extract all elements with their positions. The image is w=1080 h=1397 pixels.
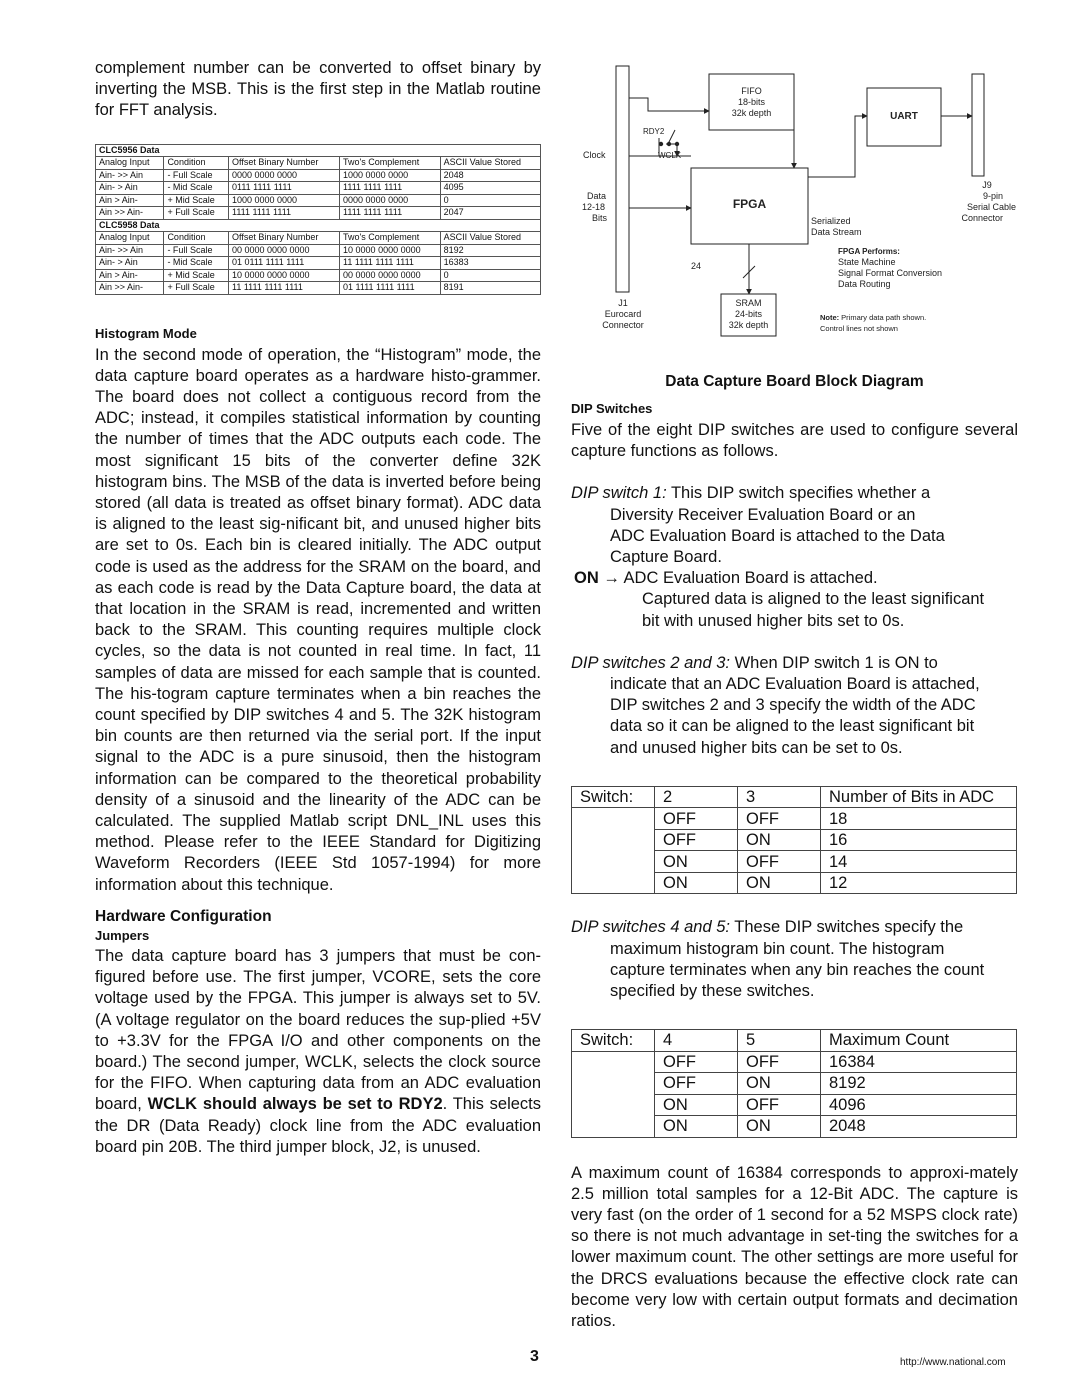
switch-table-cell [572,808,655,830]
table-cell: 11 1111 1111 1111 [340,257,441,270]
table-cell: - Full Scale [164,244,229,257]
switch-table-row [572,1073,1017,1095]
switch-table-cell: 12 [821,872,1017,894]
table-cell: 01 1111 1111 1111 [340,282,441,295]
switch-table-row [572,1116,1017,1138]
table-header-cell: Condition [164,157,229,170]
table-header-cell: ASCII Value Stored [440,157,540,170]
table-cell: 1000 0000 0000 [228,194,339,207]
switch-table-cell: 18 [821,808,1017,830]
adc-data-table [95,144,541,295]
switch-table-cell: ON [738,1116,821,1138]
dip23-label: DIP switches 2 and 3: [571,653,730,672]
table-cell: - Mid Scale [164,182,229,195]
table-cell: - Mid Scale [164,257,229,270]
table-cell: 2047 [440,207,540,220]
table-header-cell: ASCII Value Stored [440,232,540,245]
switch-table-header-cell: 4 [655,1030,738,1052]
fifo-label: FIFO [741,86,762,96]
data-bits-label: Bits [592,213,608,223]
switch-table-cell: 16 [821,829,1017,851]
note-text: Primary data path shown. [841,313,927,322]
table-cell: Ain >> Ain- [96,282,164,295]
dip1-label: DIP switch 1: [571,484,667,503]
dip23-line: indicate that an ADC Evaluation Board is attached, [610,675,980,694]
switch-table-header-cell: 3 [738,786,821,808]
bus-width-label: 24 [691,261,702,271]
switch-table-row [572,1094,1017,1116]
dip1-on-label: ON [574,569,599,588]
dip1-line: This DIP switch specifies whether a [670,484,931,503]
left-column [95,58,541,1158]
switch-table-cell: ON [655,1116,738,1138]
table-cell: Ain >> Ain- [96,207,164,220]
table-cell: 0000 0000 0000 [340,194,441,207]
data-label: Data [587,191,607,201]
intro-paragraph: complement number can be converted to offset binary by inverting the MSB. This is the first step in the Matlab routine for FFT analysis. [95,59,541,120]
switch-table-cell [572,1094,655,1116]
table-cell: + Full Scale [164,207,229,220]
dip1-line: Diversity Receiver Evaluation Board or an [610,505,916,524]
table-header-cell: Analog Input [96,232,164,245]
switch-table-cell: ON [738,1073,821,1095]
page-number: 3 [530,1348,539,1365]
dip1-line: ADC Evaluation Board is attached to the Data [610,526,945,545]
switch-table-row [572,851,1017,873]
switch-table-cell [572,829,655,851]
switch-table-header-cell: 2 [655,786,738,808]
table-header-cell: Two's Complement [340,157,441,170]
clock-label: Clock [583,150,606,160]
switch-table-cell: OFF [655,829,738,851]
dip1-on-line: bit with unused higher bits set to 0s. [642,611,905,630]
switch-table-cell: 14 [821,851,1017,873]
data-bits-range: 12-18 [582,202,606,212]
fpga-label: FPGA [732,197,767,211]
switch-table-cell [572,1051,655,1073]
switch-table-cell [572,872,655,894]
table-row [96,257,541,270]
switch-table-cell: 8192 [821,1073,1017,1095]
table-cell: Ain- >> Ain [96,169,164,182]
footer-url: http://www.national.com [900,1357,1006,1368]
rdy2-label: RDY2 [643,127,665,136]
dip45-line: These DIP switches specify the [734,918,964,937]
dip23-description [571,653,1018,759]
uart-label: UART [890,111,918,122]
jumpers-paragraph [95,946,541,1158]
table-row [96,244,541,257]
j1-connector: Connector [602,320,644,330]
table-caption: CLC5958 Data [96,219,541,232]
switch-table-row [572,1051,1017,1073]
jumpers-text-1: The data capture board has 3 jumpers that must be con-figured before use. The first jumper, VCORE, sets the core voltage used by the FPGA. This jumper is always set to 5V. (A voltage regulator on the board reduces the sup-plied +5V to +3.3V for the FPGA I/O and other components on the board.) The second jumper, WCLK, selects the clock source for the FIFO. When capturing data from an ADC evaluation board, [95,946,541,1114]
switch-table-cell [572,851,655,873]
switch-table-cell: ON [738,872,821,894]
closing-paragraph: A maximum count of 16384 corresponds to approxi-mately 2.5 million total samples for a 12-Bit ADC. The capture is very fast (on the order of 1 second for a 52 MSPS clock rate) so there is not much advantage in set-ting the switches for a lower maximum count. The other settings are more useful for the DRCS evaluations because the effective clock rate can become very low with certain output formats and decimation ratios. [571,1163,1018,1331]
sram-depth: 32k depth [728,320,769,330]
switch-table-cell [572,1073,655,1095]
dip23-line: When DIP switch 1 is ON to [734,653,938,672]
wclk-label: WCLK [658,151,682,160]
table-cell: 0 [440,194,540,207]
fpga-performs-title: FPGA Performs: [838,247,900,256]
serialized-label: Serialized [811,216,851,226]
dip1-on-line: Captured data is aligned to the least significant [642,590,985,609]
dip45-description [571,917,1018,1002]
dip45-label: DIP switches 4 and 5: [571,918,730,937]
switch-table-cell: 2048 [821,1116,1017,1138]
table-row [96,169,541,182]
table-cell: 2048 [440,169,540,182]
table-cell: 1111 1111 1111 [340,207,441,220]
diagram-note [820,313,926,322]
switch-table-cell: OFF [738,1094,821,1116]
table-header-cell: Offset Binary Number [228,157,339,170]
table-row [96,207,541,220]
jumpers-bold-text: WCLK should always be set to RDY2 [147,1095,443,1114]
block-diagram [571,58,1018,343]
table-cell: 0 [440,269,540,282]
table-header-cell: Condition [164,232,229,245]
dip-intro-paragraph: Five of the eight DIP switches are used to configure several capture functions as follows. [571,421,1018,461]
table-row [96,194,541,207]
table-cell: 1111 1111 1111 [228,207,339,220]
table-cell: 11 1111 1111 1111 [228,282,339,295]
switch-table-cell [572,1116,655,1138]
dip23-line: data so it can be aligned to the least significant bit [610,717,975,736]
table-cell: 0111 1111 1111 [228,182,339,195]
table-cell: + Mid Scale [164,194,229,207]
switch-table-row [572,872,1017,894]
jumpers-heading: Jumpers [95,927,150,943]
j1-label: J1 [618,298,628,308]
switch-table-cell: OFF [738,851,821,873]
j9-cable: Serial Cable [966,202,1016,212]
fpga-performs-item: State Machine [838,257,896,267]
switch-table-cell: OFF [655,1073,738,1095]
switch-table-cell: OFF [738,1051,821,1073]
switch-table-header-cell: Switch: [572,786,655,808]
fifo-bits: 18-bits [737,97,766,107]
table-cell: 10 0000 0000 0000 [228,269,339,282]
dip1-description [571,483,1018,631]
hardware-config-heading: Hardware Configuration [95,907,272,925]
jumpers-text-2: . This selects the DR (Data Ready) clock line from the ADC evaluation board pin 20B. The third jumper block, J2, is unused. [95,1095,541,1156]
j1-type: Eurocard [604,309,642,319]
dip-switches-heading: DIP Switches [571,401,653,416]
table-header-cell: Two's Complement [340,232,441,245]
table-cell: 1111 1111 1111 [340,182,441,195]
switch-table-cell: 4096 [821,1094,1017,1116]
table-cell: Ain- >> Ain [96,244,164,257]
j9-connector-bar [972,74,984,176]
data-stream-label: Data Stream [811,227,862,237]
dip1-on-line: ADC Evaluation Board is attached. [623,569,878,588]
table-row [96,269,541,282]
table-cell: 8191 [440,282,540,295]
dip1-line: Capture Board. [610,548,722,567]
switch-table-cell: OFF [655,808,738,830]
note-text-2: Control lines not shown [820,324,898,333]
fifo-depth: 32k depth [731,108,772,118]
switch-table-cell: OFF [738,808,821,830]
arrow-icon: → [603,569,620,588]
switch-table-row [572,808,1017,830]
table-cell: + Full Scale [164,282,229,295]
dip23-line: DIP switches 2 and 3 specify the width of the ADC [610,696,976,715]
table-cell: Ain > Ain- [96,194,164,207]
switch-4-5-table [571,1029,1017,1138]
table-cell: 01 0111 1111 1111 [228,257,339,270]
table-header-cell: Analog Input [96,157,164,170]
j9-label: J9 [982,180,992,190]
dip45-line: specified by these switches. [610,981,815,1000]
sram-bits: 24-bits [734,309,763,319]
switch-table-cell: OFF [655,1051,738,1073]
table-cell: Ain > Ain- [96,269,164,282]
switch-table-row [572,829,1017,851]
switch-2-3-table [571,786,1017,895]
sram-label: SRAM [735,298,762,308]
fpga-performs-item: Signal Format Conversion [838,268,943,278]
table-cell: - Full Scale [164,169,229,182]
switch-table-cell: 16384 [821,1051,1017,1073]
table-cell: 1000 0000 0000 [340,169,441,182]
table-cell: + Mid Scale [164,269,229,282]
table-cell: 00 0000 0000 0000 [340,269,441,282]
fpga-performs-item: Data Routing [838,279,891,289]
table-cell: 10 0000 0000 0000 [340,244,441,257]
table-cell: Ain- > Ain [96,182,164,195]
table-header-cell: Offset Binary Number [228,232,339,245]
switch-table-header-cell: 5 [738,1030,821,1052]
table-cell: 0000 0000 0000 [228,169,339,182]
right-column [571,58,1018,1332]
table-cell: 8192 [440,244,540,257]
diagram-title: Data Capture Board Block Diagram [665,373,924,390]
switch-table-cell: ON [738,829,821,851]
switch-table-header-cell: Number of Bits in ADC [821,786,1017,808]
dip45-line: maximum histogram bin count. The histogram [610,939,945,958]
histogram-paragraph: In the second mode of operation, the “Histogram” mode, the data capture board operates as a hardware histo-grammer. The board does not collect a contiguous record from the ADC; instead, it compiles statistical information by counting the number of times that the ADC outputs each code. The most significant 15 bits of the converter define 32K histogram bins. The MSB of the data is inverted before being stored (all data is treated as offset binary format). ADC data is aligned to the least sig-nificant bit, and unused higher bits are set to 0s. Each bin is cleared initially. The ADC output code is used as the address for the SRAM on the board, and as each code is read by the Data Capture board, the data at that location in the SRAM is read, incremented and written back to the SRAM. This counting requires multiple clock cycles, so the data is not counted in real time. In fact, 11 samples of data are missed for each sample that is counted. The his-togram capture terminates when a bin reaches the count specified by DIP switches 4 and 5. The 32K histogram bin counts are then returned via the serial port. If the input signal to the ADC is a pure sinusoid, then the histogram information can be compared to the theoretical probability density of a sinusoid and the linearity of the ADC can be calculated. The supplied Matlab script DNL_INL uses this method. Please refer to the IEEE Standard for Digitizing Waveform Recorders (IEEE Std 1057-1994) for more information about this technique. [95,345,541,894]
switch-table-header-cell: Switch: [572,1030,655,1052]
histogram-heading: Histogram Mode [95,325,197,341]
table-row [96,282,541,295]
dip45-line: capture terminates when any bin reaches the count [610,960,985,979]
table-row [96,182,541,195]
table-cell: 4095 [440,182,540,195]
j1-connector-bar [616,66,629,292]
j9-pin: 9-pin [982,191,1003,201]
switch-table-cell: ON [655,872,738,894]
note-label: Note: [820,313,840,322]
j9-connector: Connector [961,213,1003,223]
switch-table-header-cell: Maximum Count [821,1030,1017,1052]
table-caption: CLC5956 Data [96,144,541,157]
switch-table-cell: ON [655,1094,738,1116]
table-cell: Ain- > Ain [96,257,164,270]
table-cell: 16383 [440,257,540,270]
switch-table-cell: ON [655,851,738,873]
table-cell: 00 0000 0000 0000 [228,244,339,257]
dip23-line: and unused higher bits can be set to 0s. [610,738,903,757]
